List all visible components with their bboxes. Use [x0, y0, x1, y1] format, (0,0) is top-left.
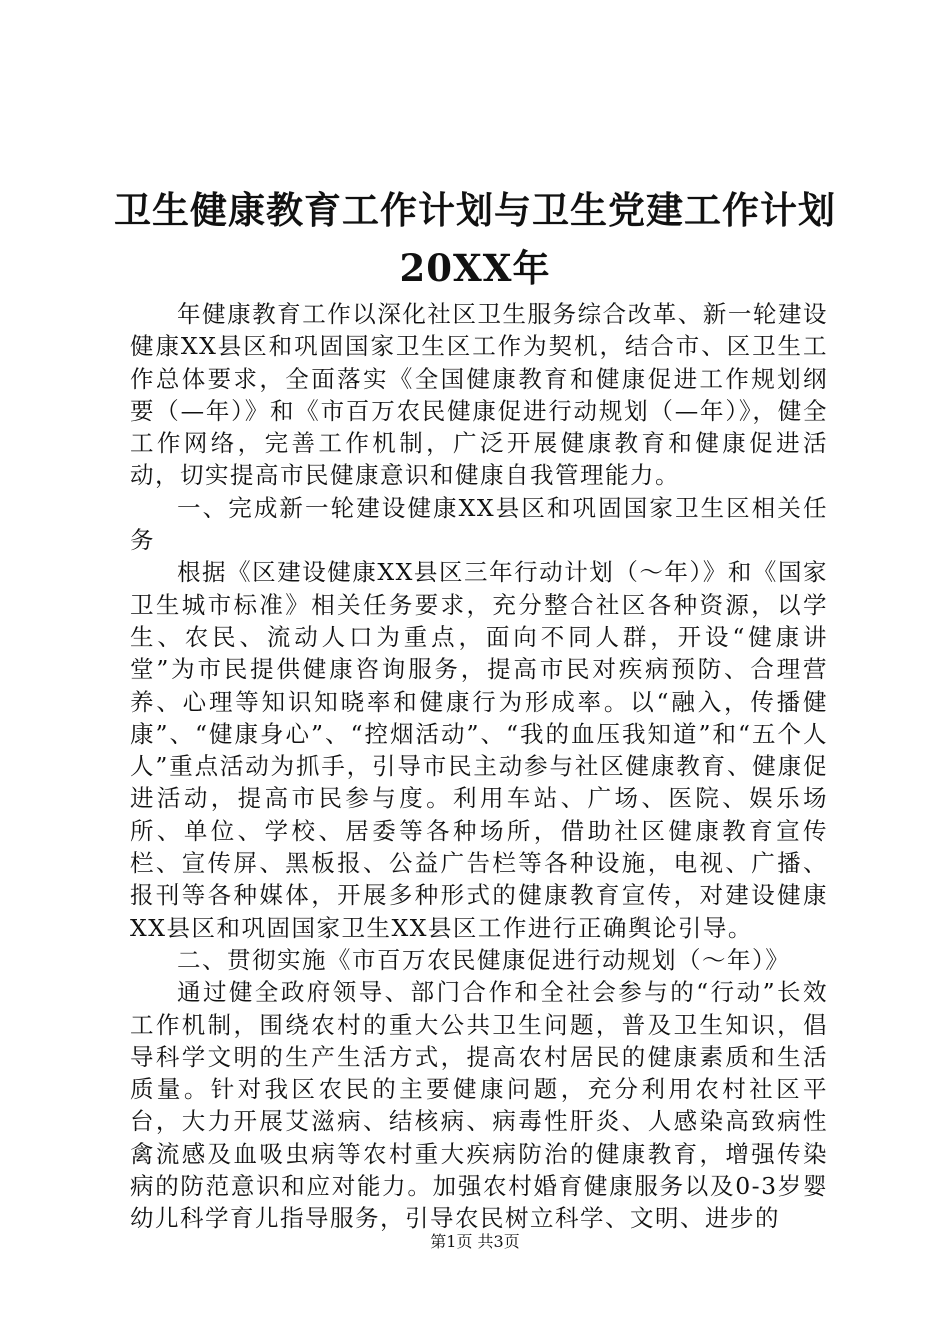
paragraph-section-2: 通过健全政府领导、部门合作和全社会参与的“行动”长效工作机制，围绕农村的重大公共卫生问题，普及卫生知识，倡导科学文明的生产生活方式，提高农村居民的健康素质和生活质量。针对我区农民的主要健康问题，充分利用农村社区平台，大力开展艾滋病、结核病、病毒性肝炎、人感染高致病性禽流感及血吸虫病等农村重大疾病防治的健康教育，增强传染病的防范意识和应对能力。加强农村婚育健康服务以及0-3岁婴幼儿科学育儿指导服务，引导农民树立科学、文明、进步的 — [130, 978, 828, 1233]
section-heading-1: 一、完成新一轮建设健康XX县区和巩固国家卫生区相关任务 — [130, 493, 828, 555]
page-number-footer: 第1页 共3页 — [430, 1232, 520, 1251]
document-title-year: 20XX年 — [399, 246, 551, 290]
section-heading-2: 二、贯彻实施《市百万农民健康促进行动规划（～年）》 — [177, 945, 791, 974]
document-title: 卫生健康教育工作计划与卫生党建工作计划 — [114, 188, 836, 232]
document-body — [130, 298, 828, 1235]
paragraph-intro: 年健康教育工作以深化社区卫生服务综合改革、新一轮建设健康XX县区和巩固国家卫生区工作为契机，结合市、区卫生工作总体要求，全面落实《全国健康教育和健康促进工作规划纲要（—年）》和《市百万农民健康促进行动规划（—年）》，健全工作网络，完善工作机制，广泛开展健康教育和健康促进活动，切实提高市民健康意识和健康自我管理能力。 — [130, 300, 828, 490]
paragraph-section-1: 根据《区建设健康XX县区三年行动计划（～年）》和《国家卫生城市标准》相关任务要求，充分整合社区各种资源，以学生、农民、流动人口为重点，面向不同人群，开设“健康讲堂”为市民提供健康咨询服务，提高市民对疾病预防、合理营养、心理等知识知晓率和健康行为形成率。以“融入，传播健康”、“健康身心”、“控烟活动”、“我的血压我知道”和“五个人人”重点活动为抓手，引导市民主动参与社区健康教育、健康促进活动，提高市民参与度。利用车站、广场、医院、娱乐场所、单位、学校、居委等各种场所，借助社区健康教育宣传栏、宣传屏、黑板报、公益广告栏等各种设施，电视、广播、报刊等各种媒体，开展多种形式的健康教育宣传，对建设健康XX县区和巩固国家卫生XX县区工作进行正确舆论引导。 — [130, 558, 828, 942]
